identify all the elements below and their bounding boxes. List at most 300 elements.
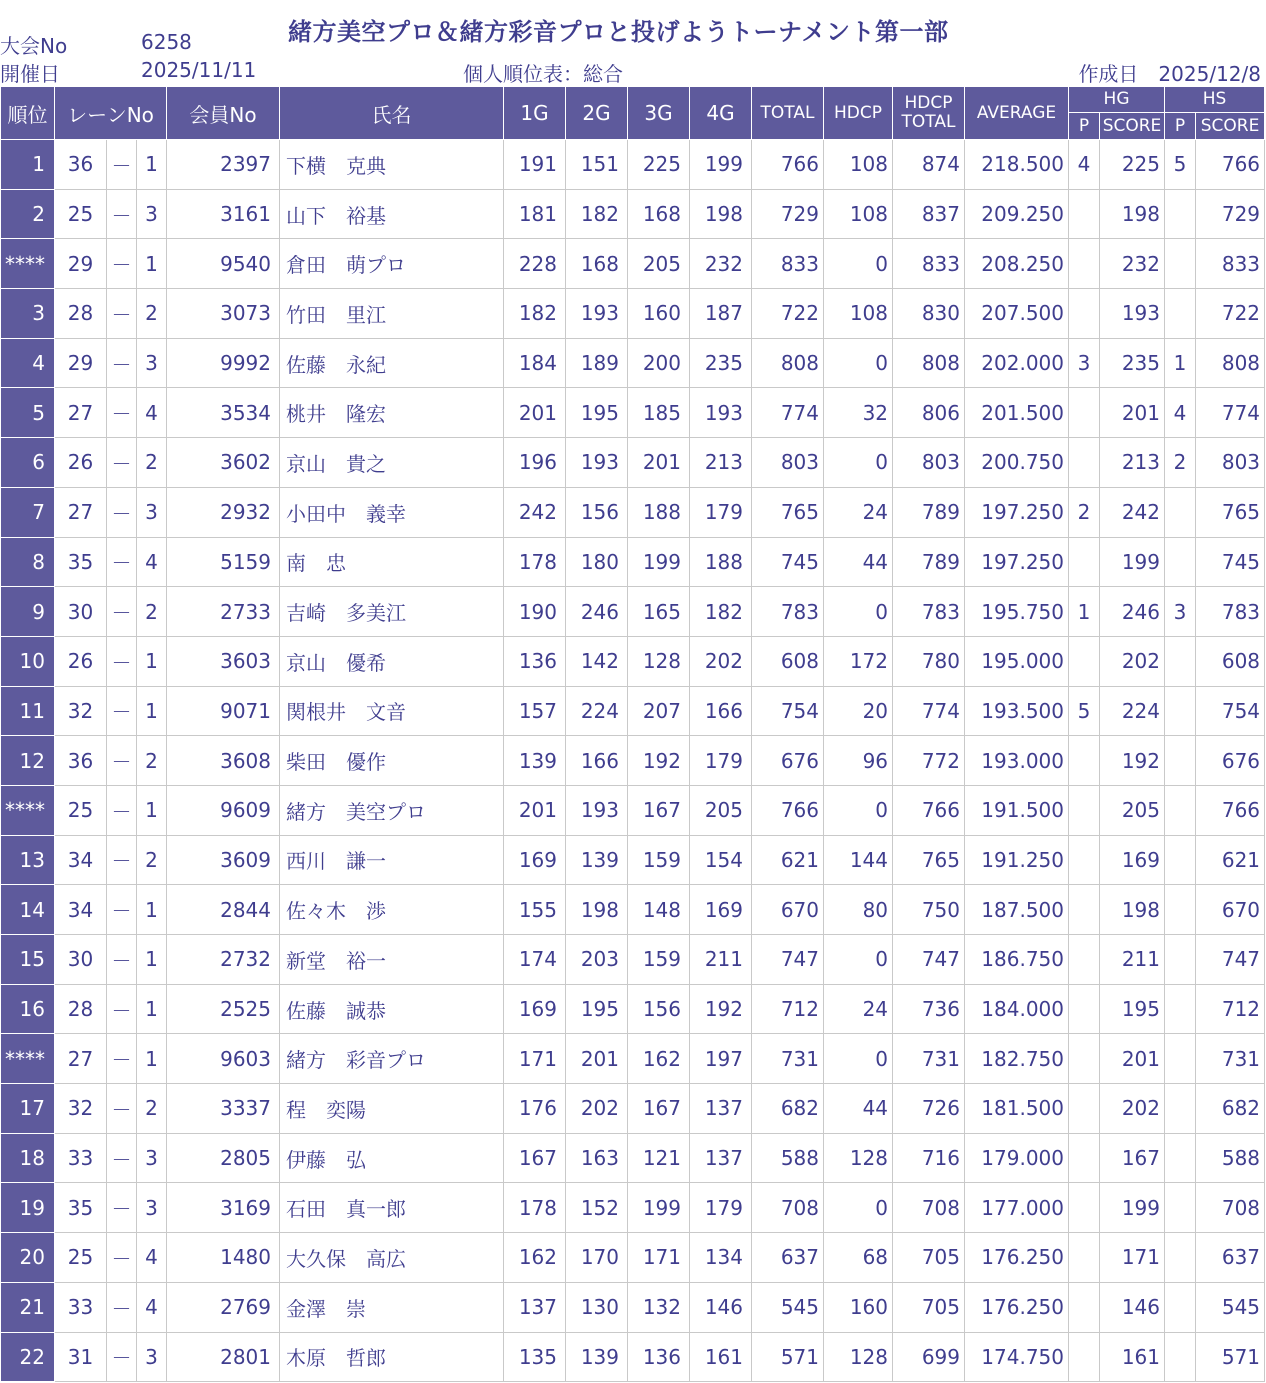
col-name: 氏名: [280, 87, 504, 140]
col-rank: 順位: [1, 87, 55, 140]
total-cell: 731: [752, 1034, 824, 1084]
hs-place-cell: [1165, 835, 1196, 885]
game3-cell: 136: [628, 1332, 690, 1382]
hdcp-total-cell: 808: [893, 338, 965, 388]
lane-cell: 27: [55, 1034, 107, 1084]
game1-cell: 169: [504, 835, 566, 885]
table-row: [1, 289, 1265, 339]
average-cell: 179.000: [965, 1133, 1069, 1183]
lane-cell: 33: [55, 1282, 107, 1332]
game1-cell: 157: [504, 686, 566, 736]
total-cell: 833: [752, 239, 824, 289]
member-no-cell: 3337: [167, 1084, 280, 1134]
game3-cell: 185: [628, 388, 690, 438]
game3-cell: 156: [628, 984, 690, 1034]
hg-score-cell: 211: [1100, 935, 1165, 985]
hs-score-cell: 783: [1196, 587, 1265, 637]
lane-separator: －: [107, 1233, 137, 1283]
game3-cell: 205: [628, 239, 690, 289]
hs-place-cell: [1165, 289, 1196, 339]
lane-separator: －: [107, 885, 137, 935]
player-name-cell: 西川 謙一: [280, 835, 504, 885]
member-no-cell: 3608: [167, 736, 280, 786]
rank-cell: 14: [1, 885, 55, 935]
col-hdcp-total-line2: TOTAL: [901, 112, 956, 132]
hg-score-cell: 235: [1100, 338, 1165, 388]
player-name-cell: 山下 裕基: [280, 189, 504, 239]
hs-place-cell: [1165, 1332, 1196, 1382]
member-no-cell: 9992: [167, 338, 280, 388]
hg-score-cell: 242: [1100, 487, 1165, 537]
game2-cell: 246: [566, 587, 628, 637]
rank-cell: 12: [1, 736, 55, 786]
player-name-cell: 佐々木 渉: [280, 885, 504, 935]
table-row: [1, 189, 1265, 239]
hdcp-cell: 20: [824, 686, 893, 736]
col-hs-score: SCORE: [1196, 113, 1265, 140]
member-no-cell: 3602: [167, 438, 280, 488]
hs-place-cell: 5: [1165, 140, 1196, 190]
average-cell: 207.500: [965, 289, 1069, 339]
hs-score-cell: 754: [1196, 686, 1265, 736]
lane-cell: 30: [55, 587, 107, 637]
table-row: [1, 140, 1265, 190]
hg-place-cell: [1069, 785, 1100, 835]
hs-score-cell: 621: [1196, 835, 1265, 885]
game1-cell: 174: [504, 935, 566, 985]
hdcp-cell: 108: [824, 140, 893, 190]
lane-sub-cell: 1: [137, 935, 167, 985]
hs-place-cell: [1165, 1183, 1196, 1233]
hdcp-total-cell: 837: [893, 189, 965, 239]
col-hdcp-total: [893, 87, 965, 140]
member-no-cell: 3169: [167, 1183, 280, 1233]
lane-cell: 29: [55, 239, 107, 289]
col-g1: 1G: [504, 87, 566, 140]
hs-score-cell: 747: [1196, 935, 1265, 985]
game2-cell: 152: [566, 1183, 628, 1233]
hg-score-cell: 167: [1100, 1133, 1165, 1183]
average-cell: 186.750: [965, 935, 1069, 985]
lane-sub-cell: 2: [137, 1084, 167, 1134]
hs-place-cell: 4: [1165, 388, 1196, 438]
player-name-cell: 緒方 美空プロ: [280, 785, 504, 835]
member-no-cell: 2932: [167, 487, 280, 537]
rank-cell: 9: [1, 587, 55, 637]
game4-cell: 154: [690, 835, 752, 885]
member-no-cell: 2732: [167, 935, 280, 985]
game1-cell: 201: [504, 785, 566, 835]
game4-cell: 161: [690, 1332, 752, 1382]
hg-place-cell: [1069, 1332, 1100, 1382]
total-cell: 803: [752, 438, 824, 488]
rank-cell: 3: [1, 289, 55, 339]
rank-cell: 6: [1, 438, 55, 488]
lane-separator: －: [107, 1332, 137, 1382]
average-cell: 187.500: [965, 885, 1069, 935]
lane-cell: 27: [55, 388, 107, 438]
hdcp-total-cell: 780: [893, 636, 965, 686]
lane-cell: 36: [55, 140, 107, 190]
player-name-cell: 京山 貴之: [280, 438, 504, 488]
hdcp-total-cell: 736: [893, 984, 965, 1034]
hg-place-cell: [1069, 1034, 1100, 1084]
player-name-cell: 新堂 裕一: [280, 935, 504, 985]
hs-score-cell: 670: [1196, 885, 1265, 935]
hs-place-cell: [1165, 189, 1196, 239]
lane-separator: －: [107, 140, 137, 190]
lane-separator: －: [107, 239, 137, 289]
hg-score-cell: 199: [1100, 537, 1165, 587]
rank-cell: 4: [1, 338, 55, 388]
col-hdcp: HDCP: [824, 87, 893, 140]
hg-score-cell: 146: [1100, 1282, 1165, 1332]
hg-place-cell: [1069, 1233, 1100, 1283]
hdcp-cell: 0: [824, 338, 893, 388]
hs-place-cell: [1165, 1233, 1196, 1283]
lane-separator: －: [107, 935, 137, 985]
average-cell: 191.500: [965, 785, 1069, 835]
game3-cell: 168: [628, 189, 690, 239]
rank-cell: 20: [1, 1233, 55, 1283]
game1-cell: 137: [504, 1282, 566, 1332]
hs-score-cell: 722: [1196, 289, 1265, 339]
table-row: [1, 388, 1265, 438]
table-row: [1, 736, 1265, 786]
hdcp-total-cell: 747: [893, 935, 965, 985]
total-cell: 676: [752, 736, 824, 786]
game2-cell: 151: [566, 140, 628, 190]
game3-cell: 165: [628, 587, 690, 637]
game1-cell: 178: [504, 1183, 566, 1233]
game1-cell: 176: [504, 1084, 566, 1134]
hg-place-cell: [1069, 636, 1100, 686]
game1-cell: 135: [504, 1332, 566, 1382]
average-cell: 177.000: [965, 1183, 1069, 1233]
rank-cell: 7: [1, 487, 55, 537]
average-cell: 182.750: [965, 1034, 1069, 1084]
hs-score-cell: 765: [1196, 487, 1265, 537]
rank-cell: 1: [1, 140, 55, 190]
lane-cell: 25: [55, 189, 107, 239]
game4-cell: 211: [690, 935, 752, 985]
lane-cell: 27: [55, 487, 107, 537]
hg-place-cell: [1069, 1282, 1100, 1332]
player-name-cell: 南 忠: [280, 537, 504, 587]
lane-sub-cell: 1: [137, 140, 167, 190]
hdcp-total-cell: 833: [893, 239, 965, 289]
hg-score-cell: 193: [1100, 289, 1165, 339]
event-date: 2025/11/11: [141, 58, 257, 82]
game4-cell: 199: [690, 140, 752, 190]
hg-place-cell: [1069, 537, 1100, 587]
lane-sub-cell: 2: [137, 835, 167, 885]
table-row: [1, 686, 1265, 736]
hdcp-total-cell: 803: [893, 438, 965, 488]
average-cell: 176.250: [965, 1233, 1069, 1283]
hs-score-cell: 637: [1196, 1233, 1265, 1283]
table-row: [1, 1084, 1265, 1134]
hg-place-cell: [1069, 438, 1100, 488]
hs-place-cell: 2: [1165, 438, 1196, 488]
col-hg: HG: [1069, 87, 1165, 113]
hdcp-cell: 44: [824, 1084, 893, 1134]
game3-cell: 200: [628, 338, 690, 388]
table-row: [1, 587, 1265, 637]
rank-cell: 15: [1, 935, 55, 985]
lane-separator: －: [107, 785, 137, 835]
hs-score-cell: 676: [1196, 736, 1265, 786]
lane-cell: 35: [55, 537, 107, 587]
total-cell: 682: [752, 1084, 824, 1134]
rank-cell: ****: [1, 239, 55, 289]
hg-score-cell: 246: [1100, 587, 1165, 637]
hs-place-cell: [1165, 239, 1196, 289]
hdcp-cell: 0: [824, 785, 893, 835]
hs-place-cell: [1165, 537, 1196, 587]
total-cell: 670: [752, 885, 824, 935]
hdcp-cell: 0: [824, 1034, 893, 1084]
hdcp-total-cell: 726: [893, 1084, 965, 1134]
hdcp-cell: 0: [824, 1183, 893, 1233]
hdcp-total-cell: 772: [893, 736, 965, 786]
created-date: 作成日 2025/12/8: [1078, 62, 1261, 86]
game2-cell: 195: [566, 388, 628, 438]
hg-score-cell: 195: [1100, 984, 1165, 1034]
member-no-cell: 3609: [167, 835, 280, 885]
col-g4: 4G: [690, 87, 752, 140]
average-cell: 195.750: [965, 587, 1069, 637]
hdcp-cell: 144: [824, 835, 893, 885]
hdcp-cell: 128: [824, 1133, 893, 1183]
hg-place-cell: 3: [1069, 338, 1100, 388]
player-name-cell: 伊藤 弘: [280, 1133, 504, 1183]
rank-cell: 22: [1, 1332, 55, 1382]
hg-score-cell: 202: [1100, 1084, 1165, 1134]
total-cell: 774: [752, 388, 824, 438]
hg-score-cell: 192: [1100, 736, 1165, 786]
lane-separator: －: [107, 686, 137, 736]
hg-score-cell: 213: [1100, 438, 1165, 488]
rank-cell: 13: [1, 835, 55, 885]
lane-cell: 25: [55, 785, 107, 835]
game1-cell: 167: [504, 1133, 566, 1183]
game3-cell: 167: [628, 785, 690, 835]
hg-score-cell: 199: [1100, 1183, 1165, 1233]
col-g2: 2G: [566, 87, 628, 140]
average-cell: 197.250: [965, 487, 1069, 537]
lane-cell: 30: [55, 935, 107, 985]
game2-cell: 170: [566, 1233, 628, 1283]
member-no-cell: 1480: [167, 1233, 280, 1283]
hs-score-cell: 588: [1196, 1133, 1265, 1183]
hs-score-cell: 745: [1196, 537, 1265, 587]
lane-cell: 31: [55, 1332, 107, 1382]
member-no-cell: 5159: [167, 537, 280, 587]
hdcp-cell: 0: [824, 438, 893, 488]
hdcp-total-cell: 705: [893, 1233, 965, 1283]
lane-separator: －: [107, 1183, 137, 1233]
average-cell: 181.500: [965, 1084, 1069, 1134]
rank-cell: 8: [1, 537, 55, 587]
game2-cell: 224: [566, 686, 628, 736]
lane-separator: －: [107, 1133, 137, 1183]
lane-separator: －: [107, 835, 137, 885]
game2-cell: 195: [566, 984, 628, 1034]
hdcp-cell: 96: [824, 736, 893, 786]
game1-cell: 182: [504, 289, 566, 339]
total-cell: 783: [752, 587, 824, 637]
table-row: [1, 1332, 1265, 1382]
hs-score-cell: 608: [1196, 636, 1265, 686]
hg-place-cell: 2: [1069, 487, 1100, 537]
lane-sub-cell: 4: [137, 1233, 167, 1283]
col-hg-p: P: [1069, 113, 1100, 140]
game4-cell: 235: [690, 338, 752, 388]
game4-cell: 137: [690, 1133, 752, 1183]
rank-cell: 21: [1, 1282, 55, 1332]
game1-cell: 228: [504, 239, 566, 289]
hg-place-cell: 1: [1069, 587, 1100, 637]
total-cell: 637: [752, 1233, 824, 1283]
game1-cell: 191: [504, 140, 566, 190]
hdcp-cell: 0: [824, 587, 893, 637]
ranking-table: [0, 86, 1265, 1382]
total-cell: 545: [752, 1282, 824, 1332]
lane-separator: －: [107, 1282, 137, 1332]
table-row: [1, 338, 1265, 388]
hg-score-cell: 201: [1100, 1034, 1165, 1084]
game1-cell: 242: [504, 487, 566, 537]
game2-cell: 182: [566, 189, 628, 239]
lane-separator: －: [107, 1084, 137, 1134]
total-cell: 621: [752, 835, 824, 885]
game3-cell: 121: [628, 1133, 690, 1183]
hg-score-cell: 202: [1100, 636, 1165, 686]
game3-cell: 162: [628, 1034, 690, 1084]
member-no-cell: 2801: [167, 1332, 280, 1382]
game2-cell: 180: [566, 537, 628, 587]
member-no-cell: 9609: [167, 785, 280, 835]
member-no-cell: 2769: [167, 1282, 280, 1332]
player-name-cell: 吉崎 多美江: [280, 587, 504, 637]
game1-cell: 184: [504, 338, 566, 388]
game3-cell: 128: [628, 636, 690, 686]
total-cell: 765: [752, 487, 824, 537]
hg-place-cell: [1069, 239, 1100, 289]
game3-cell: 132: [628, 1282, 690, 1332]
game4-cell: 166: [690, 686, 752, 736]
tournament-no-label: 大会No: [0, 34, 68, 58]
hg-place-cell: [1069, 935, 1100, 985]
lane-sub-cell: 2: [137, 736, 167, 786]
player-name-cell: 京山 優希: [280, 636, 504, 686]
table-row: [1, 487, 1265, 537]
hdcp-cell: 0: [824, 239, 893, 289]
average-cell: 208.250: [965, 239, 1069, 289]
game1-cell: 169: [504, 984, 566, 1034]
rank-cell: 5: [1, 388, 55, 438]
hg-place-cell: [1069, 984, 1100, 1034]
player-name-cell: 石田 真一郎: [280, 1183, 504, 1233]
hg-place-cell: [1069, 1133, 1100, 1183]
hs-score-cell: 729: [1196, 189, 1265, 239]
hg-place-cell: 5: [1069, 686, 1100, 736]
game3-cell: 192: [628, 736, 690, 786]
member-no-cell: 2525: [167, 984, 280, 1034]
hg-score-cell: 201: [1100, 388, 1165, 438]
lane-separator: －: [107, 984, 137, 1034]
rank-cell: 17: [1, 1084, 55, 1134]
game4-cell: 182: [690, 587, 752, 637]
game3-cell: 188: [628, 487, 690, 537]
game3-cell: 199: [628, 537, 690, 587]
rank-cell: ****: [1, 1034, 55, 1084]
hdcp-total-cell: 830: [893, 289, 965, 339]
game2-cell: 201: [566, 1034, 628, 1084]
game1-cell: 139: [504, 736, 566, 786]
total-cell: 571: [752, 1332, 824, 1382]
hg-score-cell: 169: [1100, 835, 1165, 885]
game4-cell: 169: [690, 885, 752, 935]
player-name-cell: 小田中 義幸: [280, 487, 504, 537]
hs-score-cell: 774: [1196, 388, 1265, 438]
lane-cell: 34: [55, 885, 107, 935]
game4-cell: 137: [690, 1084, 752, 1134]
lane-cell: 28: [55, 289, 107, 339]
hg-place-cell: [1069, 885, 1100, 935]
hdcp-cell: 24: [824, 487, 893, 537]
table-row: [1, 785, 1265, 835]
hdcp-cell: 80: [824, 885, 893, 935]
col-average: AVERAGE: [965, 87, 1069, 140]
lane-separator: －: [107, 338, 137, 388]
col-hg-score: SCORE: [1100, 113, 1165, 140]
lane-sub-cell: 4: [137, 537, 167, 587]
lane-cell: 26: [55, 438, 107, 488]
lane-separator: －: [107, 289, 137, 339]
total-cell: 722: [752, 289, 824, 339]
hdcp-total-cell: 708: [893, 1183, 965, 1233]
table-row: [1, 1133, 1265, 1183]
hdcp-cell: 68: [824, 1233, 893, 1283]
hg-place-cell: [1069, 289, 1100, 339]
hs-place-cell: [1165, 785, 1196, 835]
hg-place-cell: [1069, 1183, 1100, 1233]
lane-cell: 28: [55, 984, 107, 1034]
lane-cell: 33: [55, 1133, 107, 1183]
game4-cell: 193: [690, 388, 752, 438]
lane-sub-cell: 3: [137, 1183, 167, 1233]
hs-place-cell: 3: [1165, 587, 1196, 637]
hs-place-cell: [1165, 636, 1196, 686]
hdcp-total-cell: 716: [893, 1133, 965, 1183]
hdcp-total-cell: 766: [893, 785, 965, 835]
hg-place-cell: [1069, 835, 1100, 885]
game4-cell: 232: [690, 239, 752, 289]
hs-place-cell: 1: [1165, 338, 1196, 388]
game1-cell: 136: [504, 636, 566, 686]
hdcp-total-cell: 731: [893, 1034, 965, 1084]
game2-cell: 198: [566, 885, 628, 935]
member-no-cell: 3161: [167, 189, 280, 239]
player-name-cell: 柴田 優作: [280, 736, 504, 786]
total-cell: 588: [752, 1133, 824, 1183]
hdcp-cell: 0: [824, 935, 893, 985]
lane-separator: －: [107, 1034, 137, 1084]
lane-separator: －: [107, 636, 137, 686]
hg-score-cell: 224: [1100, 686, 1165, 736]
